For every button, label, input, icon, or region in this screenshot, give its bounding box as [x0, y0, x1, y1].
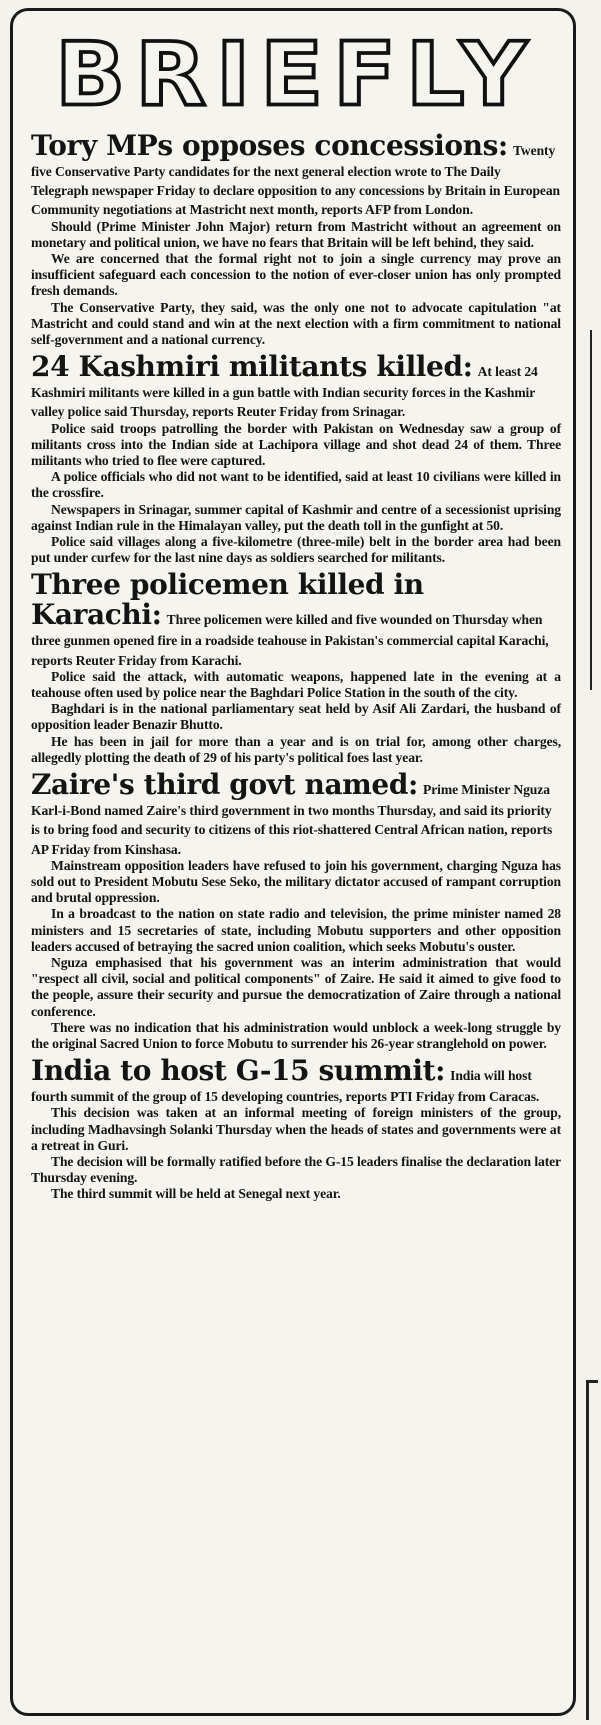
story-lead: Three policemen were killed and five wounded on Thursday when three gunmen opened fire in a roadside teahouse in Pakistan's commercial capital Karachi, reports Reuter Friday from Karachi. [31, 612, 549, 668]
story-lead-paragraph [31, 352, 561, 420]
story-paragraph: The decision will be formally ratified before the G-15 leaders finalise the declaration later Thursday evening. [31, 1153, 561, 1186]
story-karachi [31, 570, 561, 766]
story-lead: Prime Minister Nguza Karl-i-Bond named Zaire's third government in two months Thursday, and said its priority is to bring food and security to citizens of this riot-shattered Central African nation, reports AP Friday from Kinshasa. [31, 782, 553, 857]
story-headline: Zaire's third govt named: [31, 768, 418, 802]
story-paragraph: There was no indication that his administration would unblock a week-long struggle by the original Sacred Union to force Mobutu to surrender his 26-year stranglehold on power. [31, 1019, 561, 1051]
story-g15-summit [31, 1056, 561, 1202]
story-headline: India to host G-15 summit: [31, 1054, 446, 1088]
story-lead-paragraph [31, 131, 561, 219]
story-paragraph: Newspapers in Srinagar, summer capital of Kashmir and centre of a secessionist uprising against Indian rule in the Himalayan valley, put the death toll in the gunfight at 50. [31, 501, 561, 533]
story-paragraph: Police said villages along a five-kilometre (three-mile) belt in the border area had been put under curfew for the last nine days as soldiers searched for militants. [31, 534, 561, 566]
story-paragraph: Police said the attack, with automatic weapons, happened late in the evening at a teahouse often used by police near the Baghdari Police Station in the south of the city. [31, 668, 561, 701]
story-kashmir [31, 352, 561, 566]
story-paragraph: This decision was taken at an informal meeting of foreign ministers of the group, including Madhavsingh Solanki Thursday when the heads of states and governments were at a retreat in Guri. [31, 1105, 561, 1153]
story-lead-paragraph [31, 570, 561, 668]
story-paragraph: The Conservative Party, they said, was the only one not to advocate capitulation "at Mastricht and could stand and win at the next election with a firm commitment to national self-government and a national currency. [31, 299, 561, 348]
story-column [31, 131, 561, 1207]
story-paragraph: In a broadcast to the nation on state radio and television, the prime minister named 28 ministers and 15 secretaries of state, including Mobutu supporters and other opposition leaders accused of betraying the sacred union coalition, which seeks Mobutu's ouster. [31, 906, 561, 954]
story-paragraph: Mainstream opposition leaders have refused to join his government, charging Nguza has sold out to President Mobutu Sese Seko, the military dictator accused of rampant corruption and brutal oppression. [31, 857, 561, 906]
story-tory-mps [31, 131, 561, 348]
story-paragraph: Police said troops patrolling the border with Pakistan on Wednesday saw a group of militants cross into the Indian side at Lachipora village and shot dead 24 of them. Three militants who tried to flee were captured. [31, 420, 561, 469]
story-lead: At least 24 Kashmiri militants were killed in a gun battle with Indian security forces in the Kashmir valley police said Thursday, reports Reuter Friday from Srinagar. [31, 364, 538, 420]
masthead [31, 25, 561, 125]
story-paragraph: The third summit will be held at Senegal next year. [51, 1186, 341, 1202]
edge-rule-mark [590, 330, 592, 690]
story-lead: Twenty five Conservative Party candidates for the next general election wrote to The Daily Telegraph newspaper Friday to declare opposition to any concessions by Britain in European Community negotiations at Mastricht next month, reports AFP from London. [31, 143, 561, 218]
story-paragraph: He has been in jail for more than a year and is on trial for, among other charges, allegedly plotting the death of 29 of his party's political foes last year. [31, 733, 561, 765]
story-paragraph: We are concerned that the formal right not to join a single currency may prove an insufficient safeguard each concession to the notion of ever-closer union has only prompted fresh demands. [31, 251, 561, 299]
story-paragraph: A police officials who did not want to be identified, said at least 10 civilians were killed in the crossfire. [31, 469, 561, 501]
story-lead-paragraph [31, 1056, 561, 1105]
story-headline: Three policemen killed in Karachi: [31, 568, 424, 632]
story-headline: 24 Kashmiri militants killed: [31, 350, 473, 384]
story-lead: India will host fourth summit of the group of 15 developing countries, reports PTI Friday from Caracas. [31, 1068, 540, 1105]
story-lead-paragraph [31, 770, 561, 858]
story-paragraph: Should (Prime Minister John Major) return from Mastricht without an agreement on monetary and political union, we have no fears that Britain will be left behind, they said. [31, 218, 561, 250]
edge-rule-mark-lower [586, 1380, 589, 1720]
adjacent-column-edge [582, 0, 601, 1725]
story-zaire [31, 770, 561, 1052]
briefly-box [10, 8, 576, 1716]
story-paragraph: Nguza emphasised that his government was an interim administration that would "respect all civil, social and political components" of Zaire. He said it aimed to give food to the people, assure their security and pursue the democratization of Zaire through a national conference. [31, 954, 561, 1019]
masthead-title: BRIEFLY [55, 23, 537, 126]
story-headline: Tory MPs opposes concessions: [31, 129, 508, 162]
story-paragraph: Baghdari is in the national parliamentary seat held by Asif Ali Zardari, the husband of opposition leader Benazir Bhutto. [31, 701, 561, 733]
